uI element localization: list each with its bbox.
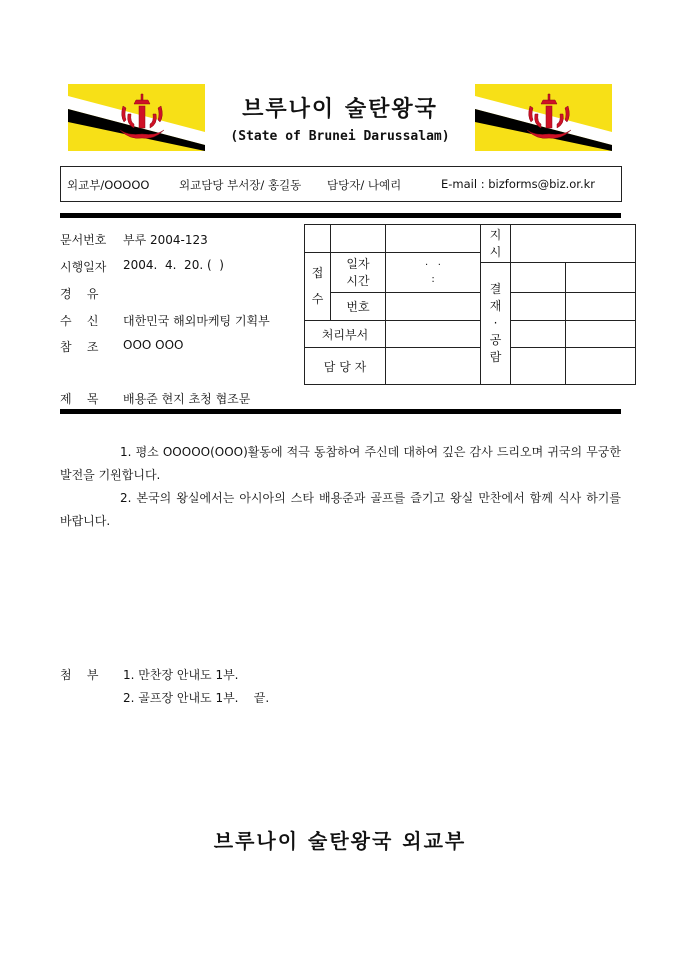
date-dots: · · [425,259,441,271]
doc-number-value: 부루 2004-123 [123,233,208,247]
date-value: 2004. 4. 20. ( ) [123,258,224,272]
attachment-label: 첨 부 [60,668,99,682]
body-paragraph-1: 1. 평소 OOOOO(OOO)활동에 적극 동참하여 주신데 대하여 깊은 감사 드리오며 귀국의 무궁한 발전을 기원합니다. [60,445,621,482]
decision-cell-3a[interactable] [511,321,566,348]
decision-cell-4b[interactable] [566,348,636,385]
contact-label: 담당자/ 나예리 [327,178,402,192]
attachment-item-1: 1. 만찬장 안내도 1부. [123,668,239,682]
dept-label: 처리부서 [305,321,386,348]
attachment-item-2: 2. 골프장 안내도 1부. 끝. [123,691,270,705]
person-label: 담 당 자 [305,348,386,385]
doc-number-label: 문서번호 [60,233,107,247]
officer-label: 외교담당 부서장/ 홍길동 [179,178,302,192]
sender-info-box [60,166,622,202]
subject-value: 배용준 현지 초청 협조문 [123,392,251,406]
document-subtitle: (State of Brunei Darussalam) [230,129,450,144]
decision-cell-3b[interactable] [566,321,636,348]
dept-field[interactable] [386,321,481,348]
sender-footer: 브루나이 술탄왕국 외교부 [213,829,467,853]
reception-label: 접 수 [305,253,331,321]
reference-value: OOO OOO [123,338,184,352]
subject-label: 제 목 [60,392,99,406]
decision-cell-2b[interactable] [566,293,636,321]
decision-cell-4a[interactable] [511,348,566,385]
recipient-label: 수 신 [60,314,99,328]
time-colon: : [431,273,435,285]
ministry-label: 외교부/OOOOO [67,178,150,192]
decision-cell-2a[interactable] [511,293,566,321]
person-field[interactable] [386,348,481,385]
recipient-value: 대한민국 해외마케팅 기획부 [123,314,270,328]
decision-label: 결 재 · 공 람 [481,263,511,385]
bottom-divider [60,409,621,414]
number-label: 번호 [331,293,386,321]
date-time-label: 일자 시간 [331,253,386,293]
number-field[interactable] [386,293,481,321]
decision-cell-1a[interactable] [511,263,566,293]
date-label: 시행일자 [60,260,107,274]
instruction-field[interactable] [511,225,636,263]
top-divider [60,213,621,218]
instruction-label: 지 시 [481,225,511,263]
approval-table [304,224,636,385]
decision-cell-1b[interactable] [566,263,636,293]
document-title: 브루나이 술탄왕국 [242,96,438,122]
body-paragraph-2: 2. 본국의 왕실에서는 아시아의 스타 배용준과 골프를 즐기고 왕실 만찬에서 함께 식사 하기를 바랍니다. [60,491,621,528]
via-label: 경 유 [60,287,99,301]
email-label: E-mail : bizforms@biz.or.kr [441,177,596,191]
reference-label: 참 조 [60,340,99,354]
